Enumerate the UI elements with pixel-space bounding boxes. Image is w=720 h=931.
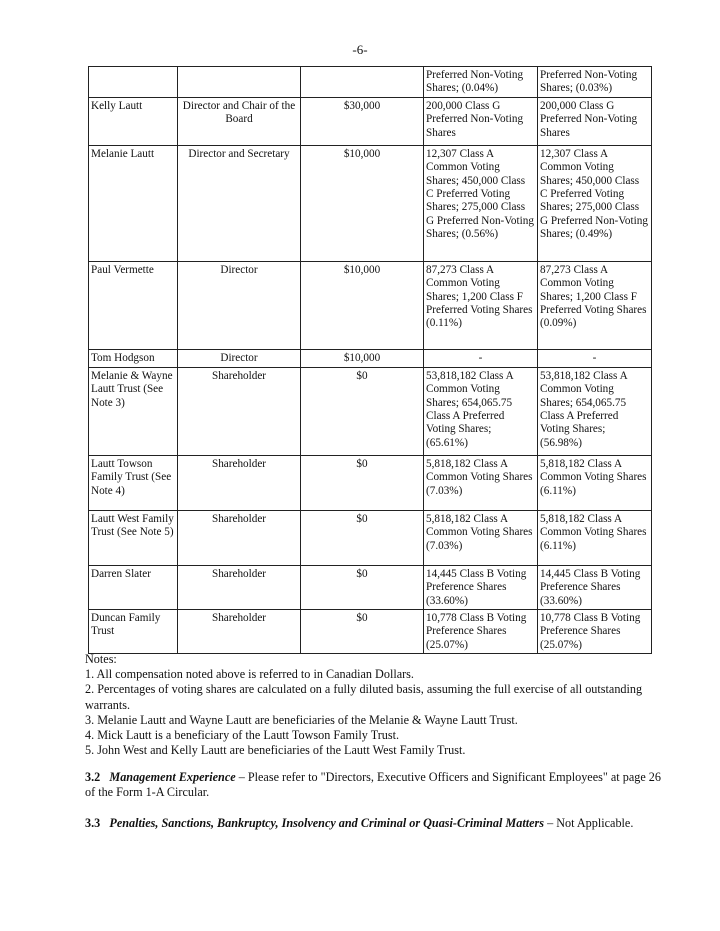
holder-name: Tom Hodgson bbox=[89, 349, 178, 367]
holder-position: Shareholder bbox=[178, 565, 301, 609]
section-management-experience bbox=[85, 770, 665, 800]
section-penalties-sanctions bbox=[85, 816, 665, 831]
shares-before-offering: 10,778 Class B Voting Preference Shares (25.07%) bbox=[424, 610, 538, 654]
shares-before-offering: 14,445 Class B Voting Preference Shares (33.60%) bbox=[424, 565, 538, 609]
shares-before-offering: - bbox=[424, 349, 538, 367]
section-title: Management Experience bbox=[109, 770, 236, 784]
shareholdings-table bbox=[88, 66, 652, 654]
shares-before-offering: 200,000 Class G Preferred Non-Voting Shares bbox=[424, 97, 538, 145]
shares-before-offering: Preferred Non-Voting Shares; (0.04%) bbox=[424, 67, 538, 98]
table-row bbox=[89, 455, 652, 510]
holder-name: Melanie & Wayne Lautt Trust (See Note 3) bbox=[89, 367, 178, 455]
holder-position: Shareholder bbox=[178, 610, 301, 654]
holder-compensation: $0 bbox=[301, 565, 424, 609]
holder-compensation: $0 bbox=[301, 367, 424, 455]
holder-compensation: $0 bbox=[301, 455, 424, 510]
shares-before-offering: 53,818,182 Class A Common Voting Shares; 654,065.75 Class A Preferred Voting Shares; (65.61%) bbox=[424, 367, 538, 455]
holder-position: Director and Secretary bbox=[178, 145, 301, 261]
shares-after-offering: 5,818,182 Class A Common Voting Shares (6.11%) bbox=[538, 455, 652, 510]
holder-position: Director bbox=[178, 349, 301, 367]
table-row bbox=[89, 261, 652, 349]
table-row bbox=[89, 367, 652, 455]
holder-position bbox=[178, 67, 301, 98]
holder-name: Lautt West Family Trust (See Note 5) bbox=[89, 510, 178, 565]
section-paragraph bbox=[85, 770, 665, 800]
holder-position: Shareholder bbox=[178, 455, 301, 510]
holder-position: Director and Chair of the Board bbox=[178, 97, 301, 145]
table-row bbox=[89, 67, 652, 98]
notes-list bbox=[85, 667, 665, 758]
section-paragraph bbox=[85, 816, 665, 831]
shares-after-offering: - bbox=[538, 349, 652, 367]
table-row bbox=[89, 610, 652, 654]
holder-position: Shareholder bbox=[178, 367, 301, 455]
shares-after-offering: Preferred Non-Voting Shares; (0.03%) bbox=[538, 67, 652, 98]
holder-name bbox=[89, 67, 178, 98]
shares-after-offering: 10,778 Class B Voting Preference Shares (25.07%) bbox=[538, 610, 652, 654]
holder-compensation: $0 bbox=[301, 610, 424, 654]
shares-after-offering: 200,000 Class G Preferred Non-Voting Shares bbox=[538, 97, 652, 145]
section-text: – Not Applicable. bbox=[544, 816, 634, 830]
shares-before-offering: 12,307 Class A Common Voting Shares; 450,000 Class C Preferred Voting Shares; 275,000 Class G Preferred Non-Voting Shares; (0.56%) bbox=[424, 145, 538, 261]
holder-position: Shareholder bbox=[178, 510, 301, 565]
table-row bbox=[89, 510, 652, 565]
section-title: Penalties, Sanctions, Bankruptcy, Insolvency and Criminal or Quasi-Criminal Matters bbox=[109, 816, 545, 830]
table-row bbox=[89, 349, 652, 367]
holder-position: Director bbox=[178, 261, 301, 349]
holder-name: Melanie Lautt bbox=[89, 145, 178, 261]
section-number: 3.3 bbox=[85, 816, 101, 830]
holder-compensation: $10,000 bbox=[301, 349, 424, 367]
section-number: 3.2 bbox=[85, 770, 101, 784]
holder-name: Kelly Lautt bbox=[89, 97, 178, 145]
note-item: 4. Mick Lautt is a beneficiary of the Lautt Towson Family Trust. bbox=[85, 728, 400, 743]
holder-name: Duncan Family Trust bbox=[89, 610, 178, 654]
shares-before-offering: 87,273 Class A Common Voting Shares; 1,200 Class F Preferred Voting Shares (0.11%) bbox=[424, 261, 538, 349]
note-item: 3. Melanie Lautt and Wayne Lautt are beneficiaries of the Melanie & Wayne Lautt Trust. bbox=[85, 712, 518, 727]
section-text: – Please refer to "Directors, Executive Officers and Significant Employees" at page 26 of the Form 1-A Circular. bbox=[85, 770, 661, 800]
table-row bbox=[89, 145, 652, 261]
notes-heading: Notes: bbox=[85, 652, 117, 666]
shares-after-offering: 14,445 Class B Voting Preference Shares (33.60%) bbox=[538, 565, 652, 609]
note-item: 1. All compensation noted above is referred to in Canadian Dollars. bbox=[85, 667, 414, 682]
holder-compensation: $30,000 bbox=[301, 97, 424, 145]
shares-before-offering: 5,818,182 Class A Common Voting Shares (7.03%) bbox=[424, 455, 538, 510]
shares-after-offering: 12,307 Class A Common Voting Shares; 450,000 Class C Preferred Voting Shares; 275,000 Class G Preferred Non-Voting Shares; (0.49%) bbox=[538, 145, 652, 261]
holder-compensation: $10,000 bbox=[301, 261, 424, 349]
notes-section bbox=[85, 652, 665, 758]
page-number: -6- bbox=[352, 42, 368, 57]
holder-compensation: $10,000 bbox=[301, 145, 424, 261]
table-row bbox=[89, 565, 652, 609]
table-row bbox=[89, 97, 652, 145]
shares-after-offering: 5,818,182 Class A Common Voting Shares (6.11%) bbox=[538, 510, 652, 565]
note-item: 2. Percentages of voting shares are calculated on a fully diluted basis, assuming the full exercise of all outstanding warrants. bbox=[85, 682, 643, 712]
holder-compensation bbox=[301, 67, 424, 98]
note-item: 5. John West and Kelly Lautt are beneficiaries of the Lautt West Family Trust. bbox=[85, 743, 466, 758]
holder-name: Darren Slater bbox=[89, 565, 178, 609]
holder-name: Lautt Towson Family Trust (See Note 4) bbox=[89, 455, 178, 510]
holder-compensation: $0 bbox=[301, 510, 424, 565]
shares-after-offering: 53,818,182 Class A Common Voting Shares; 654,065.75 Class A Preferred Voting Shares; (56.98%) bbox=[538, 367, 652, 455]
holder-name: Paul Vermette bbox=[89, 261, 178, 349]
shares-after-offering: 87,273 Class A Common Voting Shares; 1,200 Class F Preferred Voting Shares (0.09%) bbox=[538, 261, 652, 349]
shares-before-offering: 5,818,182 Class A Common Voting Shares (7.03%) bbox=[424, 510, 538, 565]
